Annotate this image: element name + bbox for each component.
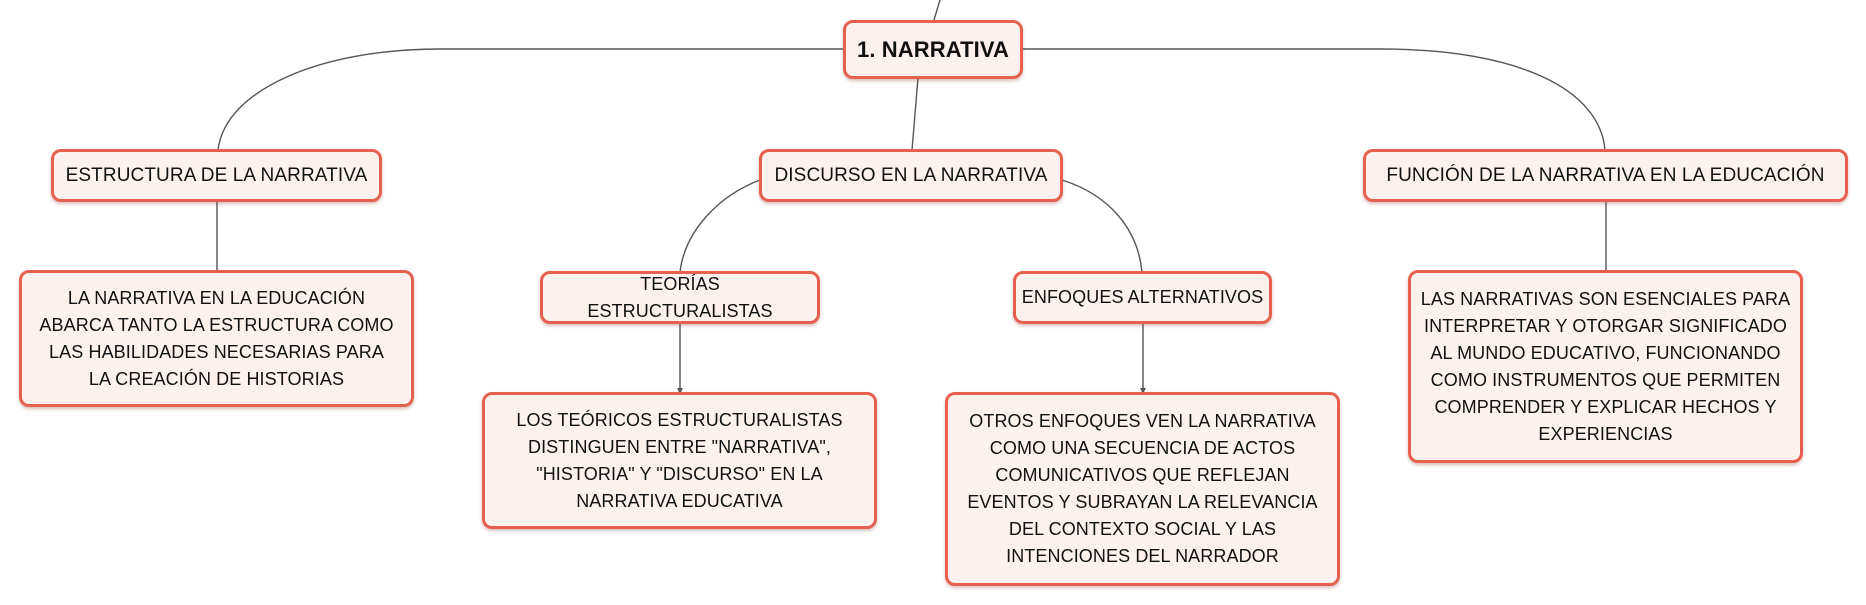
edge-discurso-enfoques [1062,180,1142,272]
funcion-detail-text: LAS NARRATIVAS SON ESENCIALES PARA INTERPRETAR Y OTORGAR SIGNIFICADO AL MUNDO EDUCATIVO, FUNCIONANDO COMO INSTRUMENTOS QUE PERMITEN COMPRENDER Y EXPLICAR HECHOS Y EXPERIENCIAS [1420,288,1791,444]
estructura-detail-text: LA NARRATIVA EN LA EDUCACIÓN ABARCA TANTO LA ESTRUCTURA COMO LAS HABILIDADES NECESARIAS PARA LA CREACIÓN DE HISTORIAS [39,287,394,389]
topic-estructura-node[interactable] [51,149,382,202]
root-node[interactable] [843,20,1023,79]
edge-root-estructura [218,49,845,150]
subtopic-teorias-node[interactable] [540,271,820,324]
topic-discurso-label: DISCURSO EN LA NARRATIVA [774,165,1048,186]
enfoques-detail-text: OTROS ENFOQUES VEN LA NARRATIVA COMO UNA SECUENCIA DE ACTOS COMUNICATIVOS QUE REFLEJAN EVENTOS Y SUBRAYAN LA RELEVANCIA DEL CONTEXTO SOCIAL Y LAS INTENCIONES DEL NARRADOR [967,411,1318,566]
topic-funcion-label: FUNCIÓN DE LA NARRATIVA EN LA EDUCACIÓN [1386,165,1825,186]
subtopic-teorias-label: TEORÍAS ESTRUCTURALISTAS [587,273,773,321]
topic-estructura-label: ESTRUCTURA DE LA NARRATIVA [65,165,368,186]
topic-discurso-node[interactable] [759,149,1063,202]
edge-root-funcion [1021,49,1605,150]
subtopic-enfoques-label: ENFOQUES ALTERNATIVOS [1021,287,1264,307]
edge-discurso-teorias [680,180,760,272]
teorias-detail-text: LOS TEÓRICOS ESTRUCTURALISTAS DISTINGUEN ENTRE "NARRATIVA", "HISTORIA" Y "DISCURSO" EN LA NARRATIVA EDUCATIVA [516,409,843,511]
funcion-detail-node[interactable] [1408,270,1803,463]
enfoques-detail-node[interactable] [945,392,1340,586]
subtopic-enfoques-node[interactable] [1013,271,1272,324]
teorias-detail-node[interactable] [482,392,877,529]
edge-root-discurso [912,78,918,150]
edge-root-parent [934,0,940,20]
estructura-detail-node[interactable] [19,270,414,407]
topic-funcion-node[interactable] [1363,149,1848,202]
root-label: 1. NARRATIVA [857,37,1009,62]
